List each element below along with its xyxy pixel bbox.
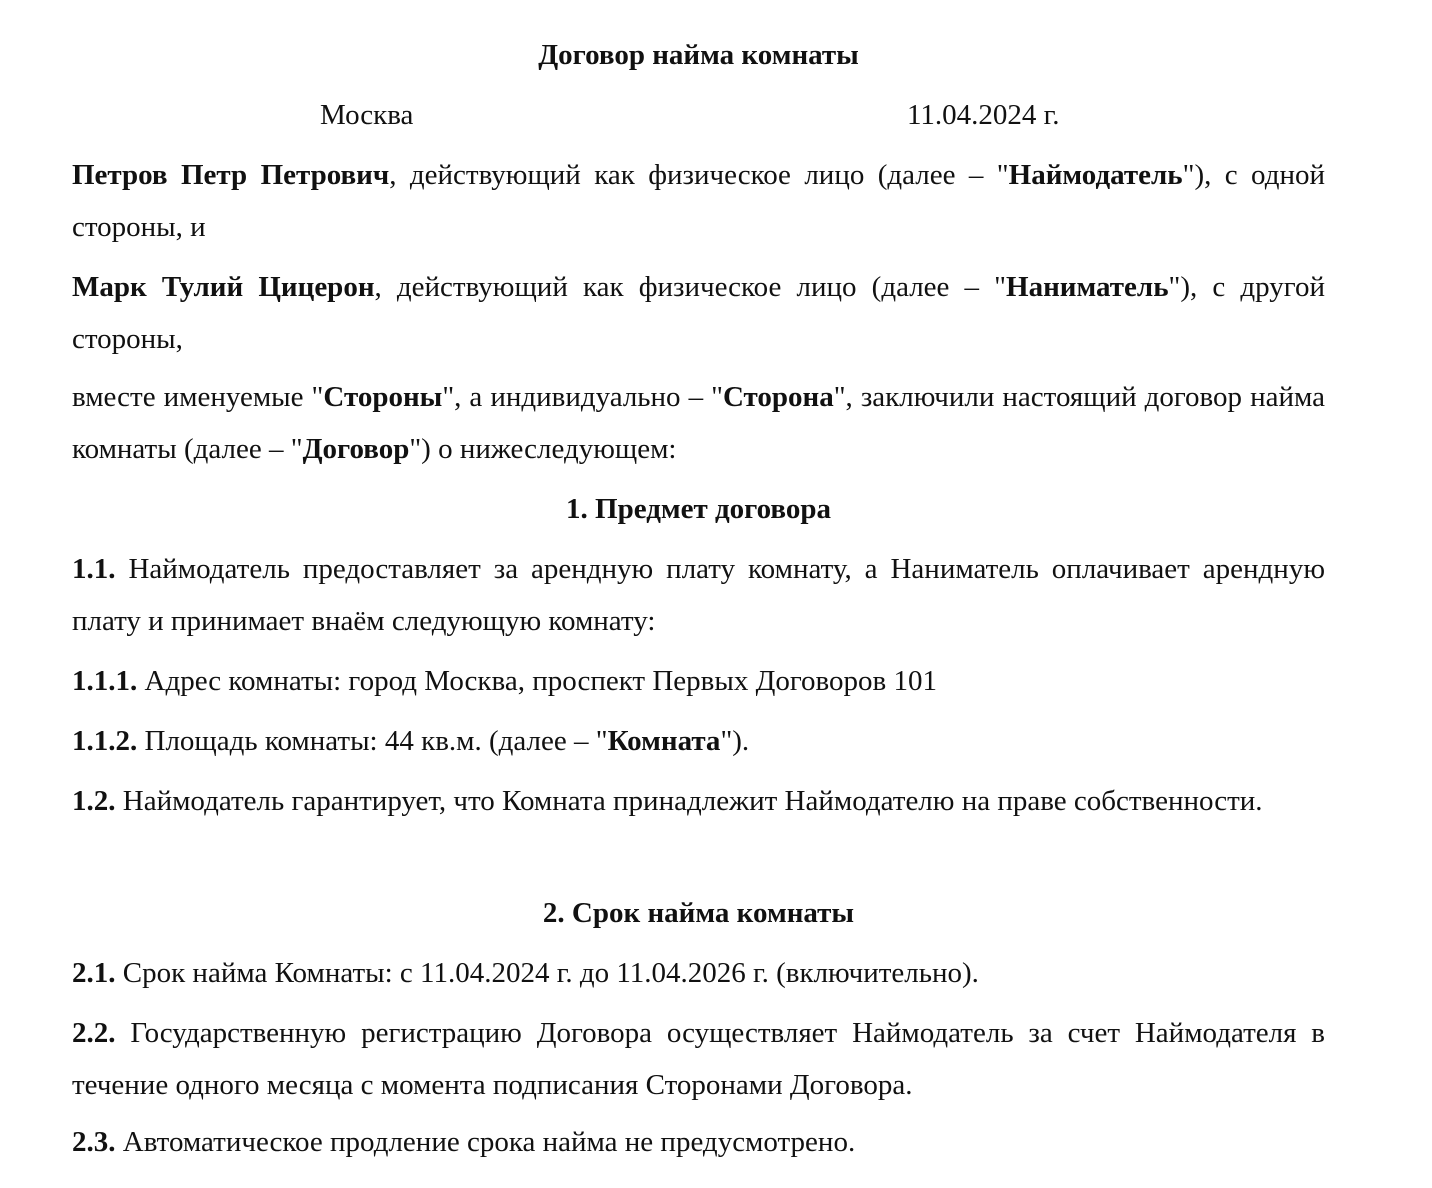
section-1-heading: 1. Предмет договора	[566, 493, 831, 525]
tenant-role: Наниматель	[1006, 271, 1169, 303]
clause-tail: ").	[720, 725, 750, 757]
tenant-paragraph	[72, 261, 1325, 365]
landlord-text: , действующий как физическое лицо (далее – "	[389, 159, 1009, 191]
tenant-tail: "), с другой стороны,	[72, 271, 1325, 355]
contract-date: 11.04.2024 г.	[907, 99, 1060, 131]
clause-2-3	[72, 1116, 1325, 1168]
clause-text: Государственную регистрацию Договора осуществляет Наймодатель за счет Наймодателя в течение одного месяца с момента подписания Сторонами Договора.	[72, 1017, 1325, 1101]
landlord-tail: "), с одной стороны, и	[72, 159, 1325, 243]
landlord-name: Петров Петр Петрович	[72, 159, 390, 191]
together-text-4: ") о нижеследующем:	[409, 433, 677, 465]
clause-1-1-1	[72, 655, 1325, 707]
together-text-3: ", заключили настоящий договор найма комнаты (далее – "	[72, 381, 1326, 465]
clause-text: Адрес комнаты: город Москва, проспект Первых Договоров 101	[137, 665, 937, 697]
parties-together-paragraph	[72, 371, 1325, 475]
document-title: Договор найма комнаты	[538, 39, 859, 71]
clause-number: 1.1.1.	[72, 665, 138, 697]
landlord-role: Наймодатель	[1008, 159, 1183, 191]
clause-number: 2.1.	[72, 957, 116, 989]
landlord-paragraph	[72, 149, 1325, 253]
clause-number: 1.1.2.	[72, 725, 138, 757]
clause-number: 2.2.	[72, 1017, 116, 1049]
clause-2-2	[72, 1007, 1325, 1111]
tenant-text: , действующий как физическое лицо (далее – "	[374, 271, 1007, 303]
together-bold-3: Договор	[302, 433, 410, 465]
together-bold-2: Сторона	[722, 381, 834, 413]
tenant-name: Марк Тулий Цицерон	[72, 271, 375, 303]
place-date-line	[72, 96, 1325, 134]
section-2-heading: 2. Срок найма комнаты	[542, 897, 855, 929]
clause-1-1-2	[72, 715, 1325, 767]
clause-text: Наймодатель гарантирует, что Комната принадлежит Наймодателю на праве собственности.	[115, 785, 1263, 817]
clause-number: 1.2.	[72, 785, 116, 817]
clause-text: Автоматическое продление срока найма не предусмотрено.	[115, 1126, 856, 1158]
contract-city: Москва	[320, 99, 414, 131]
together-text-1: вместе именуемые "	[72, 381, 324, 413]
clause-2-1	[72, 947, 1325, 999]
clause-1-1	[72, 543, 1325, 647]
clause-number: 2.3.	[72, 1126, 116, 1158]
clause-1-2	[72, 775, 1325, 827]
clause-text: Наймодатель предоставляет за арендную плату комнату, а Наниматель оплачивает арендную плату и принимает внаём следующую комнату:	[72, 553, 1325, 637]
clause-text: Площадь комнаты: 44 кв.м. (далее – "	[137, 725, 608, 757]
together-bold-1: Стороны	[323, 381, 443, 413]
together-text-2: ", а индивидуально – "	[442, 381, 723, 413]
clause-bold-term: Комната	[607, 725, 721, 757]
clause-text: Срок найма Комнаты: с 11.04.2024 г. до 11.04.2026 г. (включительно).	[115, 957, 979, 989]
clause-number: 1.1.	[72, 553, 116, 585]
